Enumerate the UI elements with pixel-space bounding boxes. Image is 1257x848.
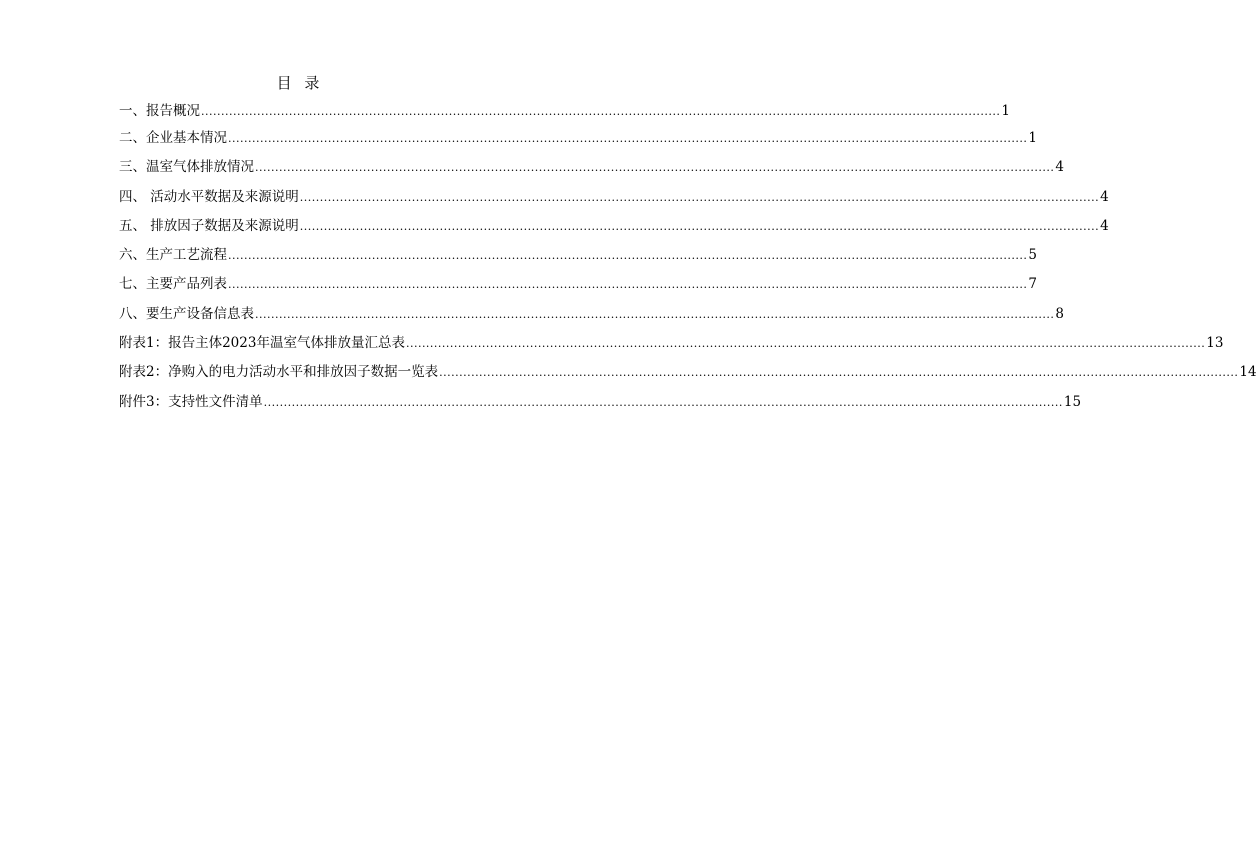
toc-dot-leader: ........................................................................................................................................................................................................ xyxy=(255,307,1055,321)
toc-entry-label: 二、企业基本情况 xyxy=(119,130,227,146)
toc-entry-label: 八、要生产设备信息表 xyxy=(119,305,254,322)
toc-entry-page: 15 xyxy=(1063,393,1082,410)
toc-entry-page: 13 xyxy=(1206,335,1224,352)
toc-entry[interactable] xyxy=(119,187,1109,216)
toc-entry-label: 七、主要产品列表 xyxy=(119,276,227,293)
toc-entry[interactable] xyxy=(119,274,1037,303)
toc-dot-leader: ........................................................................................................................................................................................................ xyxy=(299,190,1100,204)
toc-entry-label: 六、生产工艺流程 xyxy=(119,247,227,264)
toc-dot-leader: ........................................................................................................................................................................................................ xyxy=(263,395,1063,409)
toc-entry-label: 四、 活动水平数据及来源说明 xyxy=(119,188,299,205)
toc-title: 目 录 xyxy=(276,74,324,92)
toc-entry[interactable] xyxy=(119,128,1037,157)
toc-dot-leader: ........................................................................................................................................................................................................ xyxy=(201,105,1001,118)
toc-entry[interactable] xyxy=(119,245,1037,274)
toc-entry[interactable] xyxy=(119,392,1082,421)
toc-dot-leader: ........................................................................................................................................................................................................ xyxy=(228,278,1028,292)
toc-entry-page: 1 xyxy=(1001,103,1010,119)
toc-entry-page: 7 xyxy=(1028,276,1037,293)
toc-entry-label: 一、报告概况 xyxy=(119,103,200,119)
toc-entry-page: 1 xyxy=(1028,130,1037,146)
toc-list xyxy=(119,101,1257,421)
toc-entry-label: 附表2：净购入的电力活动水平和排放因子数据一览表 xyxy=(119,364,439,381)
toc-dot-leader: ........................................................................................................................................................................................................ xyxy=(255,161,1055,175)
toc-entry[interactable] xyxy=(119,216,1109,245)
toc-dot-leader: ........................................................................................................................................................................................................ xyxy=(228,132,1028,145)
toc-entry[interactable] xyxy=(119,304,1064,333)
toc-entry-page: 14 xyxy=(1239,364,1257,381)
toc-entry-page: 4 xyxy=(1100,188,1109,205)
toc-entry-page: 5 xyxy=(1028,247,1037,264)
toc-entry-label: 附件3：支持性文件清单 xyxy=(119,393,263,410)
toc-entry-page: 4 xyxy=(1100,217,1109,234)
toc-dot-leader: ........................................................................................................................................................................................................ xyxy=(439,366,1239,380)
toc-dot-leader: ........................................................................................................................................................................................................ xyxy=(405,337,1206,351)
toc-entry[interactable] xyxy=(119,333,1224,362)
toc-entry-label: 附表1：报告主体2023年温室气体排放量汇总表 xyxy=(119,335,405,352)
toc-entry[interactable] xyxy=(119,362,1257,391)
toc-entry-label: 五、 排放因子数据及来源说明 xyxy=(119,217,299,234)
toc-entry[interactable] xyxy=(119,157,1064,186)
toc-entry-page: 4 xyxy=(1055,159,1064,176)
toc-entry[interactable] xyxy=(119,101,1010,128)
toc-entry-page: 8 xyxy=(1055,305,1064,322)
toc-dot-leader: ........................................................................................................................................................................................................ xyxy=(299,219,1100,233)
toc-entry-label: 三、温室气体排放情况 xyxy=(119,159,254,176)
toc-dot-leader: ........................................................................................................................................................................................................ xyxy=(228,249,1028,263)
